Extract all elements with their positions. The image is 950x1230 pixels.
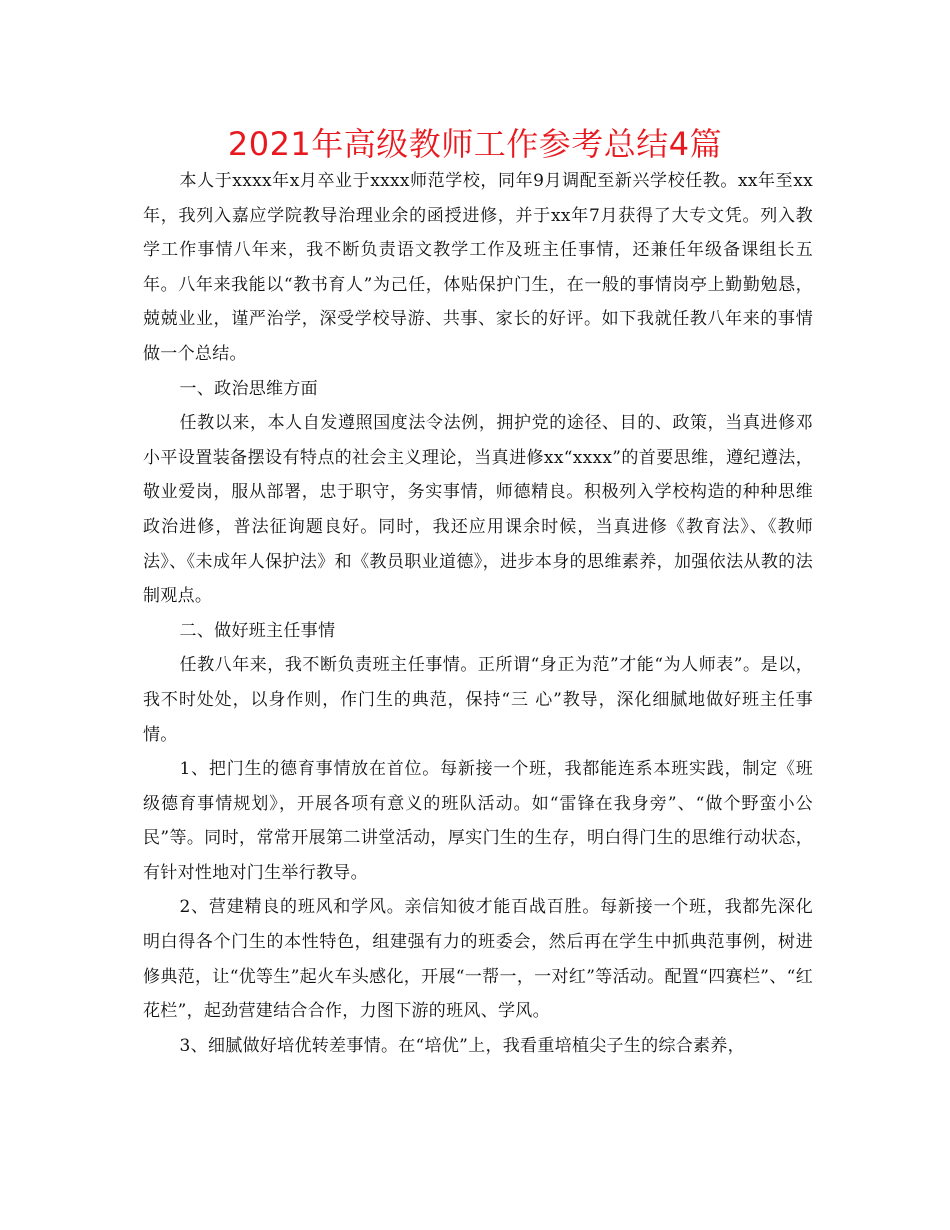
paragraph-political-thought: 任教以来，本人自发遵照国度法令法例，拥护党的途径、目的、政策，当真进修邓小平设置装备摆设有特点的社会主义理论，当真进修xx“xxxx”的首要思维，遵纪遵法，敬业爱岗，服从部署，忠于职守，务实事情，师德精良。积极列入学校构造的种种思维政治进修，普法征询题良好。同时，我还应用课余时候，当真进修《教育法》、《教师法》、《未成年人保护法》和《教员职业道德》，进步本身的思维素养，加强依法从教的法制观点。 — [143, 413, 813, 607]
heading-class-teacher-work: 二、做好班主任事情 — [179, 620, 336, 641]
heading-political-thought: 一、政治思维方面 — [179, 378, 318, 399]
paragraph-class-teacher-work: 任教八年来，我不断负责班主任事情。正所谓“身正为范”才能“为人师表”。是以，我不时处处，以身作则，作门生的典范，保持“三 心”教导，深化细腻地做好班主任事情。 — [143, 655, 813, 745]
document-title: 2021年高级教师工作参考总结4篇 — [227, 125, 723, 163]
document-body — [143, 164, 813, 1063]
paragraph-class-style: 2、营建精良的班风和学风。亲信知彼才能百战百胜。每新接一个班，我都先深化明白得各个门生的本性特色，组建强有力的班委会，然后再在学生中抓典范事例，树进修典范，让“优等生”起火车头感化，开展“一帮一，一对红”等活动。配置“四赛栏”、“红花栏”，起劲营建结合合作，力图下游的班风、学风。 — [143, 897, 813, 1022]
paragraph-moral-education: 1、把门生的德育事情放在首位。每新接一个班，我都能连系本班实践，制定《班级德育事情规划》，开展各项有意义的班队活动。如“雷锋在我身旁”、“做个野蛮小公民”等。同时，常常开展第二讲堂活动，厚实门生的生存，明白得门生的思维行动状态，有针对性地对门生举行教导。 — [143, 759, 813, 883]
paragraph-intro: 本人于xxxx年x月卒业于xxxx师范学校，同年9月调配至新兴学校任教。xx年至xx年，我列入嘉应学院教导治理业余的函授进修，并于xx年7月获得了大专文凭。列入教学工作事情八年来，我不断负责语文教学工作及班主任事情，还兼任年级备课组长五年。八年来我能以“教书育人”为己任，体贴保护门生，在一般的事情岗亭上勤勤勉恳，兢兢业业，谨严治学，深受学校导游、共事、家长的好评。如下我就任教八年来的事情做一个总结。 — [143, 171, 813, 364]
paragraph-top-students: 3、细腻做好培优转差事情。在“培优”上，我看重培植尖子生的综合素养， — [179, 1035, 745, 1056]
